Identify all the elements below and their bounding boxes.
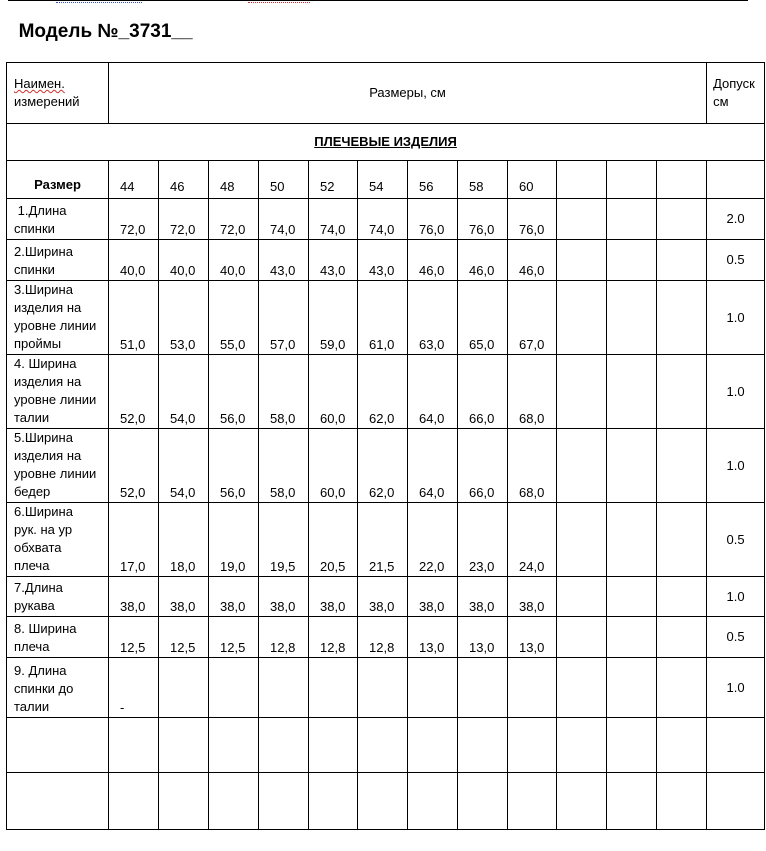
size-cell: 50 [259, 161, 309, 199]
measurement-name-line: талии [14, 699, 50, 714]
value-cell [557, 718, 607, 773]
header-tolerance-label: Допуск [713, 76, 755, 91]
header-tolerance-cell [707, 63, 765, 124]
measurement-name [7, 240, 109, 281]
measurement-name [7, 617, 109, 658]
tolerance-value: 0.5 [707, 503, 765, 577]
size-row [7, 161, 765, 199]
value-cell: 13,0 [458, 617, 508, 658]
value-cell [358, 658, 408, 718]
value-cell [458, 658, 508, 718]
value-cell [557, 281, 607, 355]
value-cell [607, 658, 657, 718]
measurement-row [7, 199, 765, 240]
value-cell [358, 718, 408, 773]
size-cell: 54 [358, 161, 408, 199]
value-cell: 60,0 [309, 355, 358, 429]
value-cell [408, 658, 458, 718]
value-cell [358, 773, 408, 830]
value-cell: 21,5 [358, 503, 408, 577]
value-cell: 46,0 [508, 240, 557, 281]
measurement-name-line: уровне линии [14, 392, 97, 407]
measurement-name [7, 503, 109, 577]
value-cell [557, 355, 607, 429]
value-cell: 38,0 [209, 577, 259, 617]
measurement-name-line: 5.Ширина [14, 430, 73, 445]
measurement-name [7, 773, 109, 830]
value-cell: 53,0 [159, 281, 209, 355]
size-spec-table [6, 62, 765, 830]
value-cell: 12,8 [309, 617, 358, 658]
value-cell [309, 718, 358, 773]
value-cell [508, 773, 557, 830]
header-tolerance-label-2: см [713, 94, 729, 109]
value-cell [309, 773, 358, 830]
value-cell: 40,0 [109, 240, 159, 281]
value-cell: 12,5 [109, 617, 159, 658]
value-cell: 18,0 [159, 503, 209, 577]
value-cell [259, 773, 309, 830]
measurement-name-line: изделия на [14, 300, 82, 315]
value-cell: 43,0 [309, 240, 358, 281]
measurement-name-line: изделия на [14, 374, 82, 389]
measurement-row [7, 658, 765, 718]
value-cell: 59,0 [309, 281, 358, 355]
tolerance-value [707, 773, 765, 830]
value-cell [657, 617, 707, 658]
value-cell [607, 773, 657, 830]
measurement-row [7, 355, 765, 429]
value-cell: 74,0 [358, 199, 408, 240]
model-title: Модель №_3731__ [18, 21, 193, 42]
value-cell [657, 240, 707, 281]
measurement-name-line: рукава [14, 598, 55, 613]
tolerance-value: 1.0 [707, 429, 765, 503]
value-cell [607, 577, 657, 617]
value-cell: 62,0 [358, 355, 408, 429]
value-cell [607, 355, 657, 429]
value-cell [159, 658, 209, 718]
value-cell [458, 773, 508, 830]
measurement-name-line: бедер [14, 484, 51, 499]
header-name-label-2: измерений [14, 94, 80, 109]
value-cell: 58,0 [259, 355, 309, 429]
size-cell: 44 [109, 161, 159, 199]
value-cell: 67,0 [508, 281, 557, 355]
value-cell: 64,0 [408, 355, 458, 429]
value-cell: 40,0 [209, 240, 259, 281]
value-cell: 13,0 [408, 617, 458, 658]
value-cell [209, 718, 259, 773]
tolerance-value: 1.0 [707, 281, 765, 355]
value-cell [557, 503, 607, 577]
value-cell: 56,0 [209, 429, 259, 503]
value-cell [657, 773, 707, 830]
measurement-name-line: проймы [14, 336, 62, 351]
value-cell: 38,0 [358, 577, 408, 617]
measurement-name-line: спинки [14, 262, 55, 277]
header-row [7, 63, 765, 124]
size-cell: 46 [159, 161, 209, 199]
value-cell: 12,8 [259, 617, 309, 658]
value-cell: 13,0 [508, 617, 557, 658]
value-cell [657, 658, 707, 718]
tolerance-value: 0.5 [707, 617, 765, 658]
measurement-name [7, 281, 109, 355]
value-cell [557, 773, 607, 830]
value-cell: 54,0 [159, 429, 209, 503]
header-sizes-cell [109, 63, 707, 124]
value-cell [408, 718, 458, 773]
value-cell [557, 658, 607, 718]
value-cell [607, 199, 657, 240]
value-cell [607, 429, 657, 503]
value-cell: 20,5 [309, 503, 358, 577]
size-cell: 48 [209, 161, 259, 199]
value-cell: 38,0 [508, 577, 557, 617]
value-cell: 12,5 [159, 617, 209, 658]
value-cell [508, 718, 557, 773]
size-cell: 60 [508, 161, 557, 199]
value-cell: 38,0 [408, 577, 458, 617]
value-cell [159, 773, 209, 830]
value-cell: 68,0 [508, 355, 557, 429]
value-cell [109, 773, 159, 830]
value-cell: 66,0 [458, 429, 508, 503]
value-cell: 46,0 [408, 240, 458, 281]
value-cell: 43,0 [259, 240, 309, 281]
value-cell: 12,8 [358, 617, 408, 658]
value-cell [159, 718, 209, 773]
measurement-name [7, 577, 109, 617]
value-cell: 19,5 [259, 503, 309, 577]
value-cell: 76,0 [458, 199, 508, 240]
value-cell: 22,0 [408, 503, 458, 577]
spellcheck-underline [248, 0, 310, 3]
value-cell [607, 240, 657, 281]
measurement-name-line: 9. Длина [14, 663, 67, 678]
value-cell [557, 240, 607, 281]
measurement-name-line: 6.Ширина [14, 504, 73, 519]
size-cell [607, 161, 657, 199]
size-label: Размер [7, 161, 109, 199]
measurement-name [7, 658, 109, 718]
value-cell: 68,0 [508, 429, 557, 503]
value-cell [557, 429, 607, 503]
measurement-row [7, 577, 765, 617]
measurement-name-line: рук. на ур [14, 522, 73, 537]
header-sizes-label: Размеры, см [369, 85, 446, 100]
value-cell [607, 617, 657, 658]
value-cell: 74,0 [259, 199, 309, 240]
measurement-name [7, 355, 109, 429]
value-cell [657, 281, 707, 355]
measurement-name-line: спинки до [14, 681, 74, 696]
value-cell: 19,0 [209, 503, 259, 577]
value-cell: 72,0 [159, 199, 209, 240]
value-cell: 38,0 [458, 577, 508, 617]
measurement-name-line: уровне линии [14, 318, 97, 333]
tolerance-value: 2.0 [707, 199, 765, 240]
measurement-row [7, 718, 765, 773]
value-cell: 66,0 [458, 355, 508, 429]
value-cell: 12,5 [209, 617, 259, 658]
size-cell: 52 [309, 161, 358, 199]
value-cell [109, 718, 159, 773]
value-cell [607, 718, 657, 773]
value-cell: 43,0 [358, 240, 408, 281]
value-cell [209, 773, 259, 830]
value-cell: 38,0 [309, 577, 358, 617]
value-cell: 38,0 [259, 577, 309, 617]
measurement-name-line: плеча [14, 639, 50, 654]
value-cell: 55,0 [209, 281, 259, 355]
spellcheck-underline [56, 0, 142, 3]
measurement-row [7, 503, 765, 577]
value-cell [309, 658, 358, 718]
section-title: ПЛЕЧЕВЫЕ ИЗДЕЛИЯ [7, 124, 765, 161]
value-cell: 76,0 [408, 199, 458, 240]
value-cell: 76,0 [508, 199, 557, 240]
value-cell [607, 503, 657, 577]
measurement-row [7, 281, 765, 355]
value-cell [657, 503, 707, 577]
measurement-name-line: 2.Ширина [14, 244, 73, 259]
tolerance-value: 0.5 [707, 240, 765, 281]
tolerance-value [707, 718, 765, 773]
value-cell: 24,0 [508, 503, 557, 577]
size-cell: 56 [408, 161, 458, 199]
tolerance-cell [707, 161, 765, 199]
value-cell: 60,0 [309, 429, 358, 503]
measurement-name-line: 8. Ширина [14, 621, 77, 636]
section-row [7, 124, 765, 161]
value-cell [557, 577, 607, 617]
value-cell: 65,0 [458, 281, 508, 355]
measurement-name-line: уровне линии [14, 466, 97, 481]
measurement-row [7, 240, 765, 281]
measurement-name-line: 7.Длина [14, 580, 63, 595]
header-name-label: Наимен. [14, 76, 65, 91]
size-cell: 58 [458, 161, 508, 199]
value-cell [508, 658, 557, 718]
value-cell [557, 199, 607, 240]
value-cell: 58,0 [259, 429, 309, 503]
value-cell [657, 199, 707, 240]
value-cell: 23,0 [458, 503, 508, 577]
size-cell [657, 161, 707, 199]
tolerance-value: 1.0 [707, 658, 765, 718]
value-cell [209, 658, 259, 718]
value-cell: 63,0 [408, 281, 458, 355]
measurement-name-line: 4. Ширина [14, 356, 77, 371]
value-cell [259, 718, 309, 773]
value-cell: 40,0 [159, 240, 209, 281]
value-cell: 17,0 [109, 503, 159, 577]
measurement-name-line: спинки [14, 221, 55, 236]
value-cell [557, 617, 607, 658]
measurement-name-line: 3.Ширина [14, 282, 73, 297]
value-cell: 51,0 [109, 281, 159, 355]
measurement-row [7, 617, 765, 658]
measurement-name-line: 1.Длина [14, 203, 67, 218]
value-cell: 72,0 [109, 199, 159, 240]
value-cell: - [109, 658, 159, 718]
measurement-row [7, 429, 765, 503]
value-cell: 74,0 [309, 199, 358, 240]
value-cell [657, 355, 707, 429]
value-cell: 57,0 [259, 281, 309, 355]
value-cell: 61,0 [358, 281, 408, 355]
value-cell: 52,0 [109, 355, 159, 429]
value-cell: 56,0 [209, 355, 259, 429]
tolerance-value: 1.0 [707, 355, 765, 429]
value-cell: 54,0 [159, 355, 209, 429]
value-cell [458, 718, 508, 773]
value-cell [408, 773, 458, 830]
measurement-name-line: талии [14, 410, 50, 425]
document-title [8, 21, 193, 43]
value-cell: 52,0 [109, 429, 159, 503]
measurement-name-line: плеча [14, 558, 50, 573]
measurement-name [7, 718, 109, 773]
measurement-name-line: обхвата [14, 540, 62, 555]
value-cell: 72,0 [209, 199, 259, 240]
value-cell [607, 281, 657, 355]
value-cell: 38,0 [159, 577, 209, 617]
measurement-name [7, 429, 109, 503]
value-cell: 46,0 [458, 240, 508, 281]
measurement-row [7, 773, 765, 830]
value-cell [657, 718, 707, 773]
size-cell [557, 161, 607, 199]
value-cell [657, 577, 707, 617]
value-cell [259, 658, 309, 718]
value-cell: 62,0 [358, 429, 408, 503]
value-cell [657, 429, 707, 503]
header-name-cell [7, 63, 109, 124]
value-cell: 38,0 [109, 577, 159, 617]
value-cell: 64,0 [408, 429, 458, 503]
measurement-name [7, 199, 109, 240]
tolerance-value: 1.0 [707, 577, 765, 617]
measurement-name-line: изделия на [14, 448, 82, 463]
